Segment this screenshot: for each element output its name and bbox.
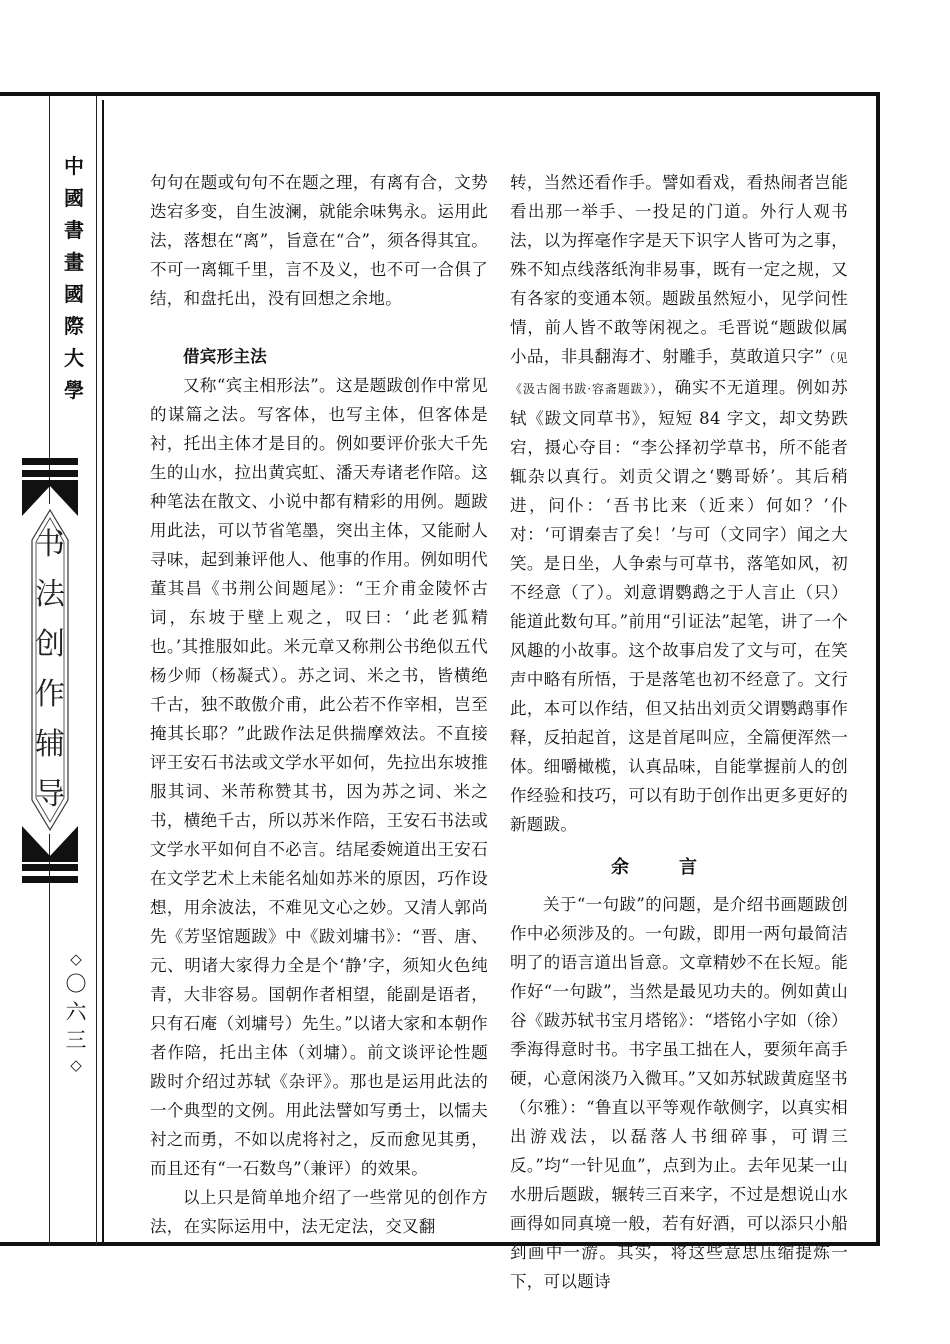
book-title-char: 作 (35, 677, 65, 712)
page-number-char: 六 (65, 1000, 87, 1024)
series-title (54, 150, 94, 406)
right-column (510, 168, 848, 1296)
title-bar-bottom-2 (22, 876, 78, 883)
series-char: 大 (64, 346, 84, 370)
section-heading: 借宾形主法 (183, 347, 267, 366)
paragraph (510, 168, 848, 839)
book-title-char: 辅 (35, 727, 65, 762)
series-char: 中 (64, 154, 84, 178)
paragraph: 句句在题或句句不在题之理，有离有合，文势迭宕多变，自生波澜，就能余味隽永。运用此法，落想在“离”，旨意在“合”，须各得其宜。不可一离辄千里，言不及义，也不可一合俱了结，和盘托出，没有回想之余地。 (150, 173, 488, 308)
paragraph: 关于“一句跋”的问题，是介绍书画题跋创作中必须涉及的。一句跋，即用一两句最简洁明了的语言道出旨意。文章精妙不在长短。能作好“一句跋”，当然是最见功夫的。例如黄山谷《跋苏轼书宝月塔铭》：“塔铭小字如（徐）季海得意时书。书字虽工拙在人，要须年高手硬，心意闲淡乃入微耳。”又如苏轼跋黄庭坚书（尔雅）：“鲁直以平等观作欹侧字，以真实相出游戏法，以磊落人书细碎事，可谓三反。”均“一针见血”，点到为止。去年见某一山水册后题跋，辗转三百来字，不过是想说山水画得如同真境一般，若有好酒，可以添只小船到画中一游。其实，将这些意思压缩提炼一下，可以题诗 (510, 895, 848, 1291)
diamond-icon: ◇ (70, 1056, 82, 1074)
book-title-char: 创 (35, 627, 65, 662)
book-title-char: 书 (35, 527, 65, 562)
title-bar-top-2 (22, 470, 78, 477)
series-char: 書 (64, 218, 84, 242)
margin-rule (102, 100, 104, 1242)
book-title-char: 导 (35, 777, 65, 812)
page-number (56, 948, 96, 1076)
title-bar-bottom-1 (22, 864, 78, 871)
series-char: 畫 (64, 250, 84, 274)
book-title-char: 法 (35, 577, 65, 612)
page-number-char: 三 (65, 1028, 87, 1052)
paragraph-text: ，确实不无道理。例如苏轼《跋文同草书》，短短 84 字文，却文势跌宕，摄心夺目：“李公择初学草书，所不能者辄杂以真行。刘贡父谓之‘鹦哥娇’。其后稍进，问仆：‘吾书比来（近来）何如？’仆对：‘可谓秦吉了矣！’与可（文同字）闻之大笑。是日坐，人争索与可草书，落笔如风，初不经意（了）。刘意谓鹦鹉之于人言止（只）能道此数句耳。”前用“引证法”起笔，讲了一个风趣的小故事。这个故事启发了文与可，在笑声中略有所悟，于是落笔也初不经意了。文行此，本可以作结，但又拈出刘贡父谓鹦鹉事作释，反拍起首，这是首尾叫应，全篇便浑然一体。细嚼橄榄，认真品味，自能掌握前人的创作经验和技巧，可以有助于创作出更多更好的新题跋。 (510, 378, 848, 834)
series-char: 學 (64, 378, 84, 402)
series-char: 際 (64, 314, 84, 338)
section-heading: 余言 (611, 857, 747, 878)
paragraph-text: 转，当然还看作手。譬如看戏，看热闹者岂能看出那一举手、一投足的门道。外行人观书法，以为挥毫作字是天下识字人皆可为之事，殊不知点线落纸洵非易事，既有一定之规，又有各家的变通本领。题跋虽然短小，见学问性情，前人皆不敢等闲视之。毛晋说“题跋似属小品，非具翻海才、射雕手，莫敢道只字” (510, 173, 848, 366)
title-bar-top-1 (22, 458, 78, 465)
book-title (24, 520, 76, 820)
left-column (150, 168, 488, 1241)
citation-note: （见《汲古阁书跋·容斋题跋》） (510, 351, 848, 396)
paragraph: 以上只是简单地介绍了一些常见的创作方法，在实际运用中，法无定法，交叉翻 (150, 1188, 488, 1236)
series-char: 國 (64, 186, 84, 210)
paragraph: 又称“宾主相形法”。这是题跋创作中常见的谋篇之法。写客体，也写主体，但客体是衬，托出主体才是目的。例如要评价张大千先生的山水，拉出黄宾虹、潘天寿诸老作陪。这种笔法在散文、小说中都有精彩的用例。题跋用此法，可以节省笔墨，突出主体，又能耐人寻味，起到兼评他人、他事的作用。例如明代董其昌《书荆公间题尾》：“王介甫金陵怀古词，东坡于壁上观之，叹曰：‘此老狐精也。’其推服如此。米元章又称荆公书绝似五代杨少师（杨凝式）。苏之词、米之书，皆横绝千古，独不敢傲介甫，此公若不作宰相，岂至掩其长耶？”此跋作法足供揣摩效法。不直接评王安石书法或文学水平如何，先拉出东坡推服其词、米芾称赞其书，因为苏之词、米之书，横绝千古，所以苏米作陪，王安石书法或文学水平如何自不必言。结尾委婉道出王安石在文学艺术上未能名灿如苏米的原因，巧作设想，用余波法，不难见文心之妙。又清人郭尚先《芳坚馆题跋》中《跋刘墉书》：“晋、唐、元、明诸大家得力全是个‘静’字，须知火色纯青，大非容易。国朝作者相望，能副是语者，只有石庵（刘墉号）先生。”以诸大家和本朝作者作陪，托出主体（刘墉）。前文谈评论性题跋时介绍过苏轼《杂评》。那也是运用此法的一个典型的文例。用此法譬如写勇士，以懦夫衬之而勇，不如以虎将衬之，反而愈见其勇，而且还有“一石数鸟”（兼评）的效果。 (150, 376, 488, 1178)
diamond-icon: ◇ (70, 950, 82, 968)
series-char: 國 (64, 282, 84, 306)
page-number-char: 〇 (65, 972, 87, 996)
side-rule-right (96, 96, 97, 1246)
title-chevron-bottom (22, 826, 78, 862)
